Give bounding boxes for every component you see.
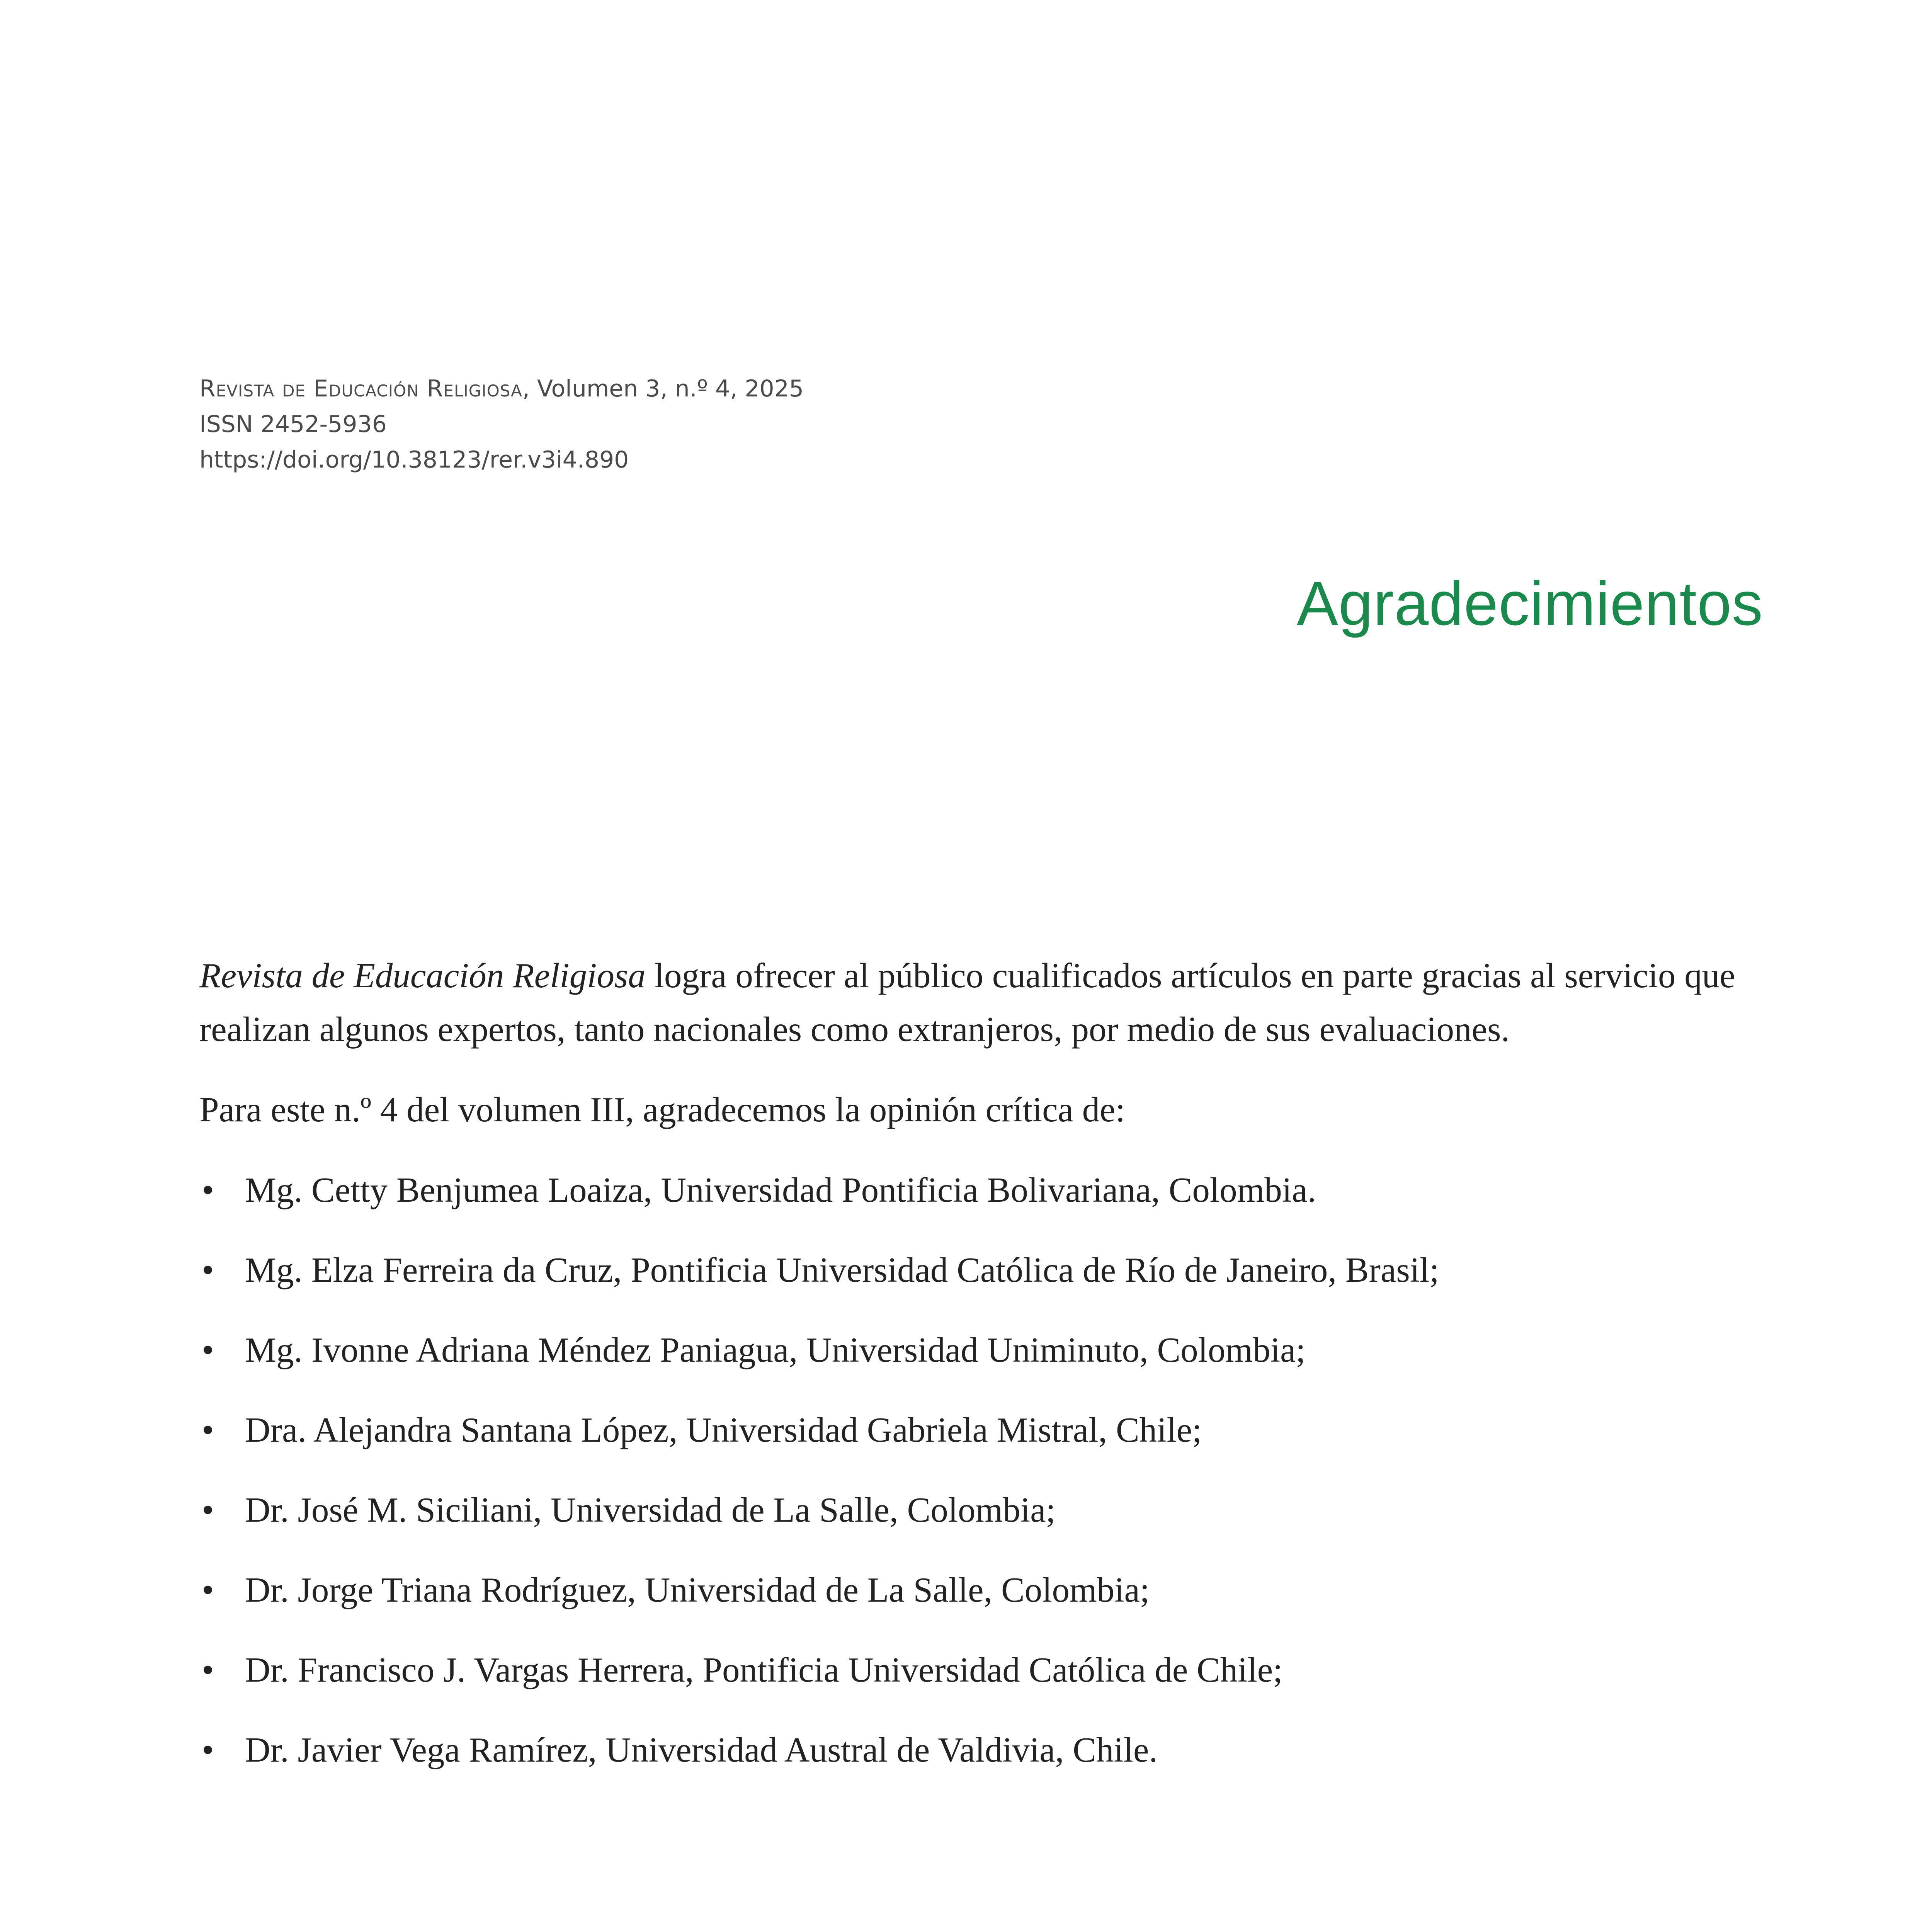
reviewer-entry: Dr. José M. Siciliani, Universidad de La Salle, Colombia; xyxy=(245,1490,1056,1529)
journal-header xyxy=(199,371,804,478)
bullet-icon: • xyxy=(202,1410,214,1449)
list-item xyxy=(199,1323,1768,1377)
journal-name: Revista de Educación Religiosa xyxy=(199,375,522,402)
list-item xyxy=(199,1563,1768,1617)
intro-paragraph xyxy=(199,949,1768,1056)
bullet-icon: • xyxy=(202,1490,214,1529)
list-item xyxy=(199,1403,1768,1457)
reviewer-entry: Dr. Francisco J. Vargas Herrera, Pontificia Universidad Católica de Chile; xyxy=(245,1650,1283,1689)
reviewer-list xyxy=(199,1163,1768,1777)
reviewer-entry: Dra. Alejandra Santana López, Universidad Gabriela Mistral, Chile; xyxy=(245,1410,1202,1449)
bullet-icon: • xyxy=(202,1650,214,1689)
page-title: Agradecimientos xyxy=(1297,569,1763,638)
intro-text: logra ofrecer al público cualificados artículos en parte gracias al servicio que realizan algunos expertos, tanto nacionales como extranjeros, por medio de sus evaluaciones. xyxy=(199,956,1735,1049)
volume-info: , Volumen 3, n.º 4, 2025 xyxy=(522,375,804,402)
article-body xyxy=(199,949,1768,1803)
list-item xyxy=(199,1163,1768,1217)
issn: ISSN 2452-5936 xyxy=(199,411,387,438)
list-item xyxy=(199,1243,1768,1297)
bullet-icon: • xyxy=(202,1170,214,1209)
list-item xyxy=(199,1723,1768,1777)
list-item xyxy=(199,1483,1768,1537)
reviewer-entry: Dr. Javier Vega Ramírez, Universidad Austral de Valdivia, Chile. xyxy=(245,1730,1158,1769)
bullet-icon: • xyxy=(202,1330,214,1369)
bullet-icon: • xyxy=(202,1730,214,1769)
list-item xyxy=(199,1643,1768,1697)
lead-paragraph: Para este n.º 4 del volumen III, agradecemos la opinión crítica de: xyxy=(199,1090,1125,1129)
reviewer-entry: Mg. Cetty Benjumea Loaiza, Universidad Pontificia Bolivariana, Colombia. xyxy=(245,1170,1316,1209)
bullet-icon: • xyxy=(202,1250,214,1289)
doi-link[interactable]: https://doi.org/10.38123/rer.v3i4.890 xyxy=(199,446,629,473)
bullet-icon: • xyxy=(202,1570,214,1609)
journal-citation xyxy=(199,371,804,406)
reviewer-entry: Dr. Jorge Triana Rodríguez, Universidad de La Salle, Colombia; xyxy=(245,1570,1150,1609)
reviewer-entry: Mg. Elza Ferreira da Cruz, Pontificia Universidad Católica de Río de Janeiro, Brasil; xyxy=(245,1250,1439,1289)
reviewer-entry: Mg. Ivonne Adriana Méndez Paniagua, Universidad Uniminuto, Colombia; xyxy=(245,1330,1306,1369)
journal-name-italic: Revista de Educación Religiosa xyxy=(199,956,646,995)
